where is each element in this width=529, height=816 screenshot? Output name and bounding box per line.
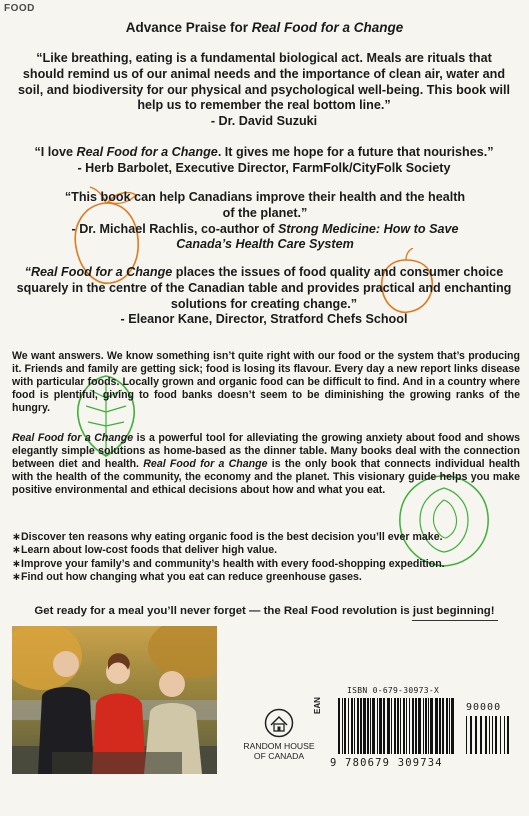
tagline-underline bbox=[412, 620, 498, 621]
barcode-bar bbox=[394, 698, 396, 754]
barcode-bar bbox=[406, 698, 407, 754]
bullet-icon: ∗ bbox=[12, 544, 21, 557]
publisher-name-line-2: OF CANADA bbox=[253, 751, 305, 761]
barcode-bar bbox=[354, 698, 355, 754]
heading-book-title: Real Food for a Change bbox=[251, 20, 404, 35]
barcode-bar bbox=[409, 698, 410, 754]
barcode-bar bbox=[377, 698, 378, 754]
quote-text: “Like breathing, eating is a fundamental biological act. Meals are rituals that should remind us of our animal needs and the importance of clean air, water and soil, and biodiversity for our physical and psychological well-being. This book will help us to remember the real bottom line.” bbox=[18, 51, 510, 113]
book-title-inline: Real Food for a Change bbox=[143, 458, 268, 471]
barcode-bar bbox=[360, 698, 362, 754]
barcode-bar bbox=[446, 698, 448, 754]
barcode-bar bbox=[442, 698, 444, 754]
quote-attribution-block bbox=[60, 222, 470, 254]
quote-suffix: places the issues of food quality and consumer choice squarely in the centre of the Canadian table and provides practical and enchanting solutions for creating change.” bbox=[16, 265, 512, 311]
barcode-bar bbox=[391, 698, 392, 754]
bullet-text: Learn about low-cost foods that deliver high value. bbox=[21, 544, 278, 557]
addon-barcode-bar bbox=[489, 716, 490, 754]
bullet-text: Improve your family’s and community’s health with every food-shopping expedition. bbox=[21, 557, 445, 570]
barcode-bar bbox=[449, 698, 450, 754]
quote-attribution: - Dr. Michael Rachlis, co-author of bbox=[71, 221, 278, 236]
intro-paragraph: We want answers. We know something isn’t quite right with our food or the system that’s producing it. Friends and family are getting sick; food is losing its flavour. Every day a new report links disease with particular foods. Locally grown and organic food can be difficult to find. And in a country where food is plentiful, giving to food banks doesn’t seem to be diminishing the growing ranks of the hungry. bbox=[12, 350, 520, 415]
isbn-label: ISBN 0-679-30973-X bbox=[347, 686, 440, 695]
barcode-bar bbox=[342, 698, 343, 754]
addon-barcode-bar bbox=[475, 716, 477, 754]
praise-quote-rachlis bbox=[60, 190, 470, 253]
addon-barcode-bar bbox=[485, 716, 487, 754]
barcode-bar bbox=[348, 698, 349, 754]
barcode-bar bbox=[403, 698, 405, 754]
barcode-digits: 9 780679 309734 bbox=[330, 757, 443, 769]
barcode-bar bbox=[367, 698, 369, 754]
random-house-logo-icon bbox=[264, 708, 294, 738]
addon-barcode-bar bbox=[495, 716, 497, 754]
addon-barcode-bar bbox=[500, 716, 501, 754]
heading-prefix: Advance Praise for bbox=[125, 20, 252, 35]
barcode-bar bbox=[338, 698, 340, 754]
barcode-bar bbox=[439, 698, 441, 754]
addon-barcode-bar bbox=[504, 716, 505, 754]
barcode-bar bbox=[423, 698, 424, 754]
barcode-bar bbox=[428, 698, 429, 754]
quote-book-title: Real Food for a Change bbox=[76, 145, 218, 159]
bullet-icon: ∗ bbox=[12, 531, 21, 543]
addon-barcode-bar bbox=[507, 716, 509, 754]
barcode-bar bbox=[370, 698, 371, 754]
barcode-bar bbox=[418, 698, 421, 754]
list-item bbox=[12, 544, 522, 557]
section-label: FOOD bbox=[4, 3, 35, 14]
list-item bbox=[12, 531, 522, 544]
barcode-bar bbox=[451, 698, 454, 754]
description-paragraph bbox=[12, 432, 520, 497]
list-item bbox=[12, 558, 522, 571]
quote-attribution: - Eleanor Kane, Director, Stratford Chefs School bbox=[120, 312, 408, 327]
bullet-icon: ∗ bbox=[12, 571, 21, 584]
publisher-imprint bbox=[240, 708, 318, 761]
barcode-bar bbox=[351, 698, 353, 754]
praise-quote-barbolet bbox=[14, 145, 514, 177]
barcode-bar bbox=[397, 698, 399, 754]
author-photo-illustration bbox=[12, 626, 217, 774]
quote-suffix: . It gives me hope for a future that nourishes.” bbox=[217, 145, 494, 159]
praise-heading bbox=[0, 20, 529, 35]
barcode-bar bbox=[363, 698, 366, 754]
quote-text: “This book can help Canadians improve their health and the health of the planet.” bbox=[64, 190, 466, 220]
price-code: 90000 bbox=[466, 702, 502, 713]
list-item bbox=[12, 571, 522, 584]
closing-tagline: Get ready for a meal you’ll never forget — the Real Food revolution is just beginning! bbox=[34, 605, 495, 617]
quote-prefix: “I love bbox=[34, 145, 77, 159]
barcode-bar bbox=[412, 698, 414, 754]
bullet-text: Discover ten reasons why eating organic food is the best decision you’ll ever make. bbox=[21, 531, 443, 543]
barcode-bar bbox=[425, 698, 427, 754]
description-part-2: is the only book that connects individual health with the health of the community, the economy and the planet. This visionary guide helps you make positive environmental and ethical decisions about how and what you eat. bbox=[12, 458, 521, 497]
praise-quote-suzuki bbox=[14, 51, 514, 130]
bullet-icon: ∗ bbox=[12, 557, 21, 570]
barcode-bar bbox=[435, 698, 438, 754]
barcode-bar bbox=[400, 698, 401, 754]
description-part-1: is a powerful tool for alleviating the growing anxiety about food and shows elegantly simple solutions as home-based as the dinner table. Many books deal with the connection between diet and health. bbox=[12, 432, 520, 471]
barcode-bar bbox=[383, 698, 385, 754]
barcode-bar bbox=[387, 698, 390, 754]
barcode-bar bbox=[430, 698, 433, 754]
feature-bullet-list bbox=[12, 531, 522, 585]
quote-attribution: - Dr. David Suzuki bbox=[210, 114, 318, 129]
barcode-bar bbox=[379, 698, 382, 754]
addon-barcode-bar bbox=[470, 716, 472, 754]
publisher-name-line-1: RANDOM HOUSE bbox=[243, 741, 315, 751]
quote-book-title: “Real Food for a Change bbox=[24, 265, 173, 279]
barcode-bar bbox=[357, 698, 359, 754]
barcode-bar bbox=[344, 698, 346, 754]
addon-barcode-bar bbox=[480, 716, 482, 754]
addon-barcode-bar bbox=[492, 716, 493, 754]
barcode-bar bbox=[372, 698, 375, 754]
quote-attribution: - Herb Barbolet, Executive Director, FarmFolk/CityFolk Society bbox=[77, 160, 451, 175]
ean-label: EAN bbox=[313, 697, 322, 714]
praise-quote-kane bbox=[14, 265, 514, 328]
bullet-text: Find out how changing what you eat can reduce greenhouse gases. bbox=[21, 571, 362, 584]
attribution-book-title: Strong Medicine: How to Save Canada’s Health Care System bbox=[176, 221, 459, 252]
addon-barcode-bar bbox=[466, 716, 467, 754]
barcode-bar bbox=[415, 698, 417, 754]
author-photo bbox=[12, 626, 217, 774]
book-title-inline: Real Food for a Change bbox=[12, 432, 134, 444]
